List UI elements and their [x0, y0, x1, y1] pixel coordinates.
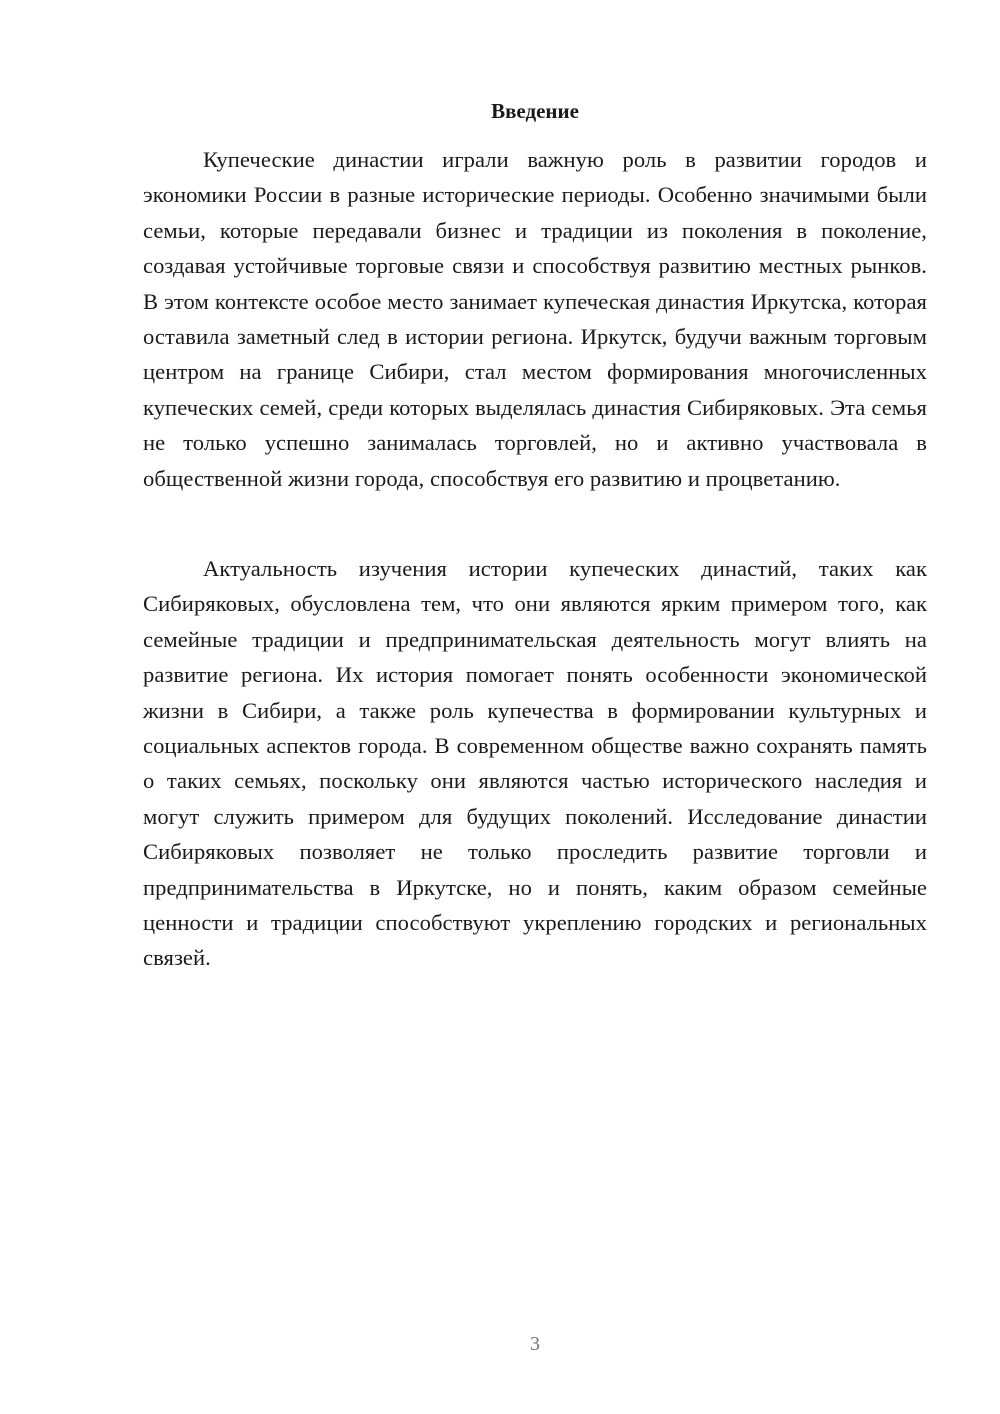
- page-number: 3: [530, 1333, 540, 1355]
- page-title: Введение: [491, 99, 579, 123]
- paragraph-intro: Купеческие династии играли важную роль в развитии городов и экономики России в разные исторические периоды. Особенно значимыми были семьи, которые передавали бизнес и традиции из поколения в поколение, создавая устойчивые торговые связи и способствуя развитию местных рынков. В этом контексте особое место занимает купеческая династия Иркутска, которая оставила заметный след в истории региона. Иркутск, будучи важным торговым центром на границе Сибири, стал местом формирования многочисленных купеческих семей, среди которых выделялась династия Сибиряковых. Эта семья не только успешно занималась торговлей, но и активно участвовала в общественной жизни города, способствуя его развитию и процветанию.: [143, 147, 927, 491]
- paragraph-relevance: Актуальность изучения истории купеческих династий, таких как Сибиряковых, обусловлена тем, что они являются ярким примером того, как семейные традиции и предпринимательская деятельность могут влиять на развитие региона. Их история помогает понять особенности экономической жизни в Сибири, а также роль купечества в формировании культурных и социальных аспектов города. В современном обществе важно сохранять память о таких семьях, поскольку они являются частью исторического наследия и могут служить примером для будущих поколений. Исследование династии Сибиряковых позволяет не только проследить развитие торговли и предпринимательства в Иркутске, но и понять, каким образом семейные ценности и традиции способствуют укреплению городских и региональных связей.: [143, 556, 927, 971]
